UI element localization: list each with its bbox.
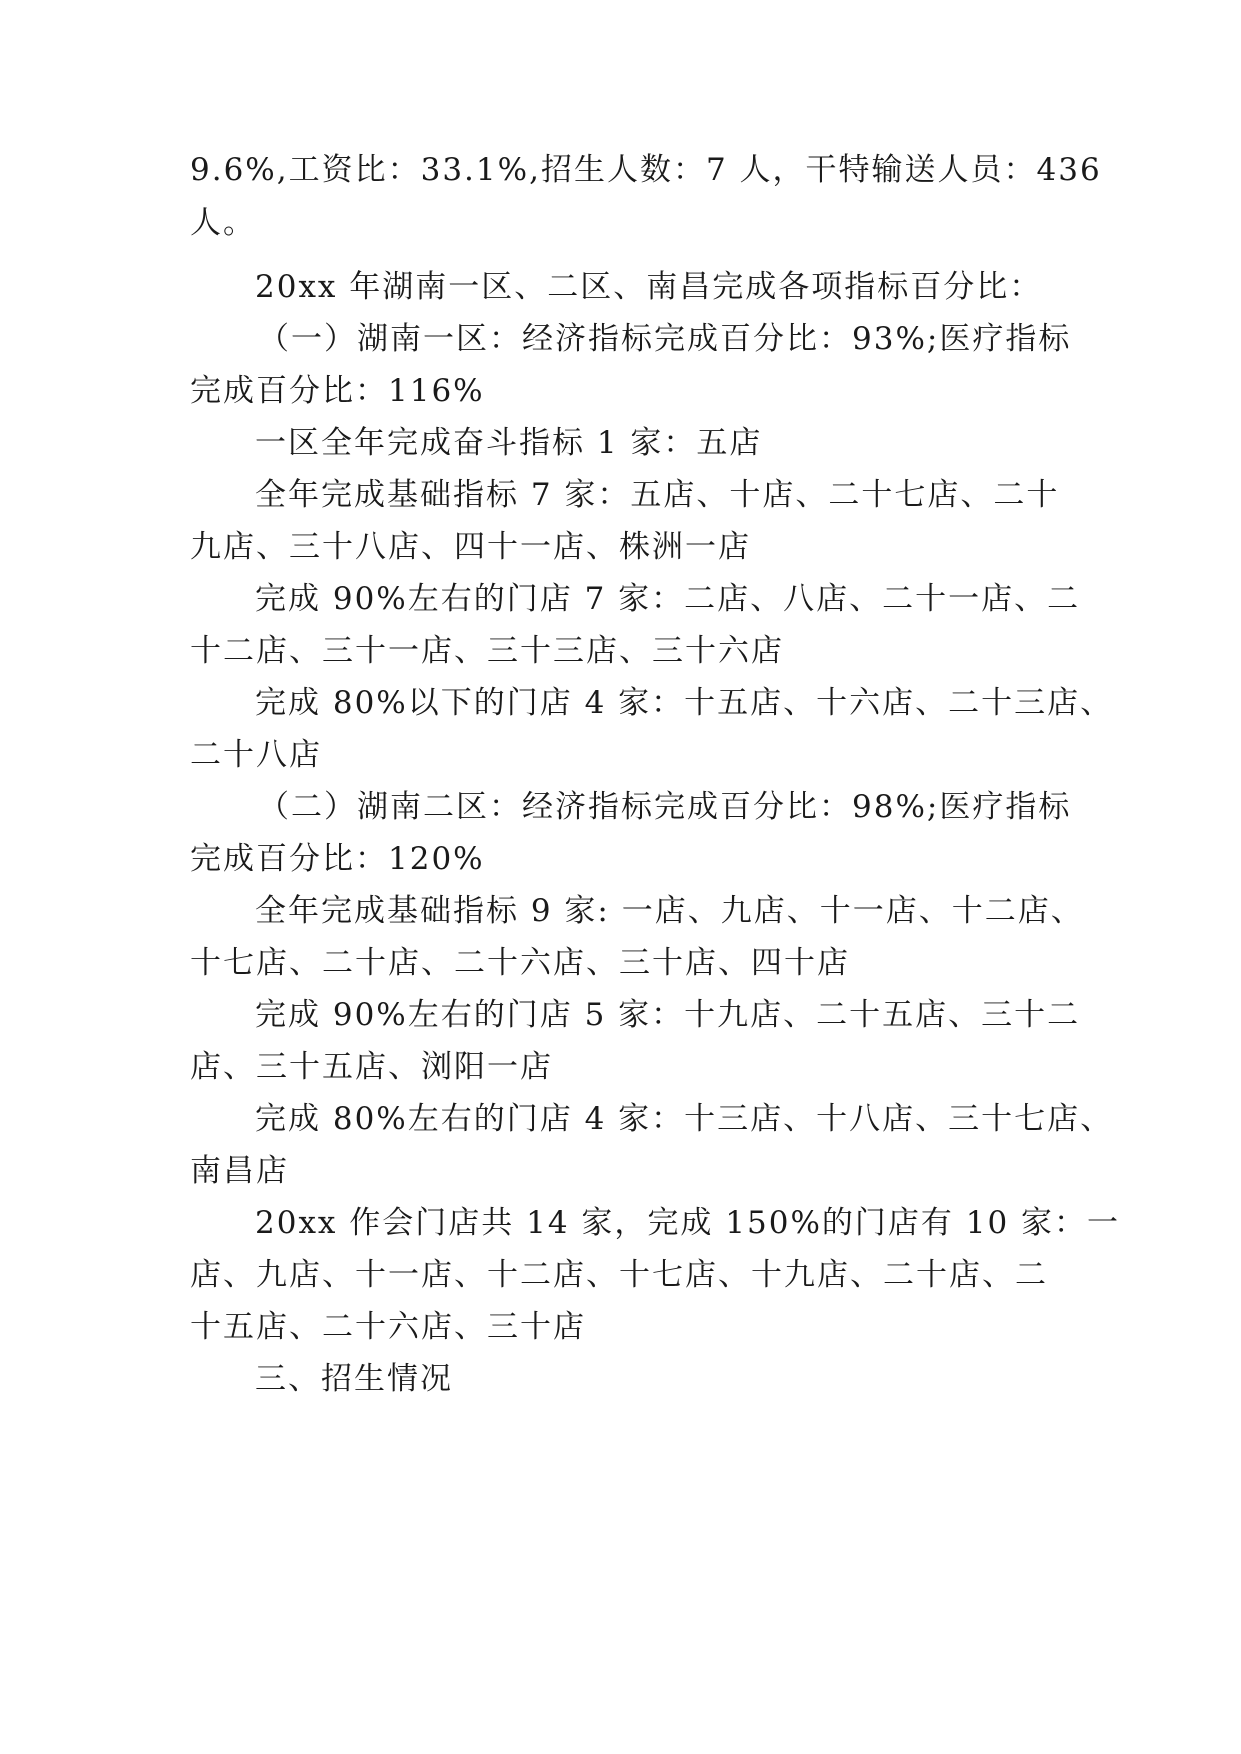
text-line: 完成 90%左右的门店 7 家：二店、八店、二十一店、二 [255, 581, 1081, 617]
text-line: 南昌店 [190, 1153, 289, 1189]
text-line: 十七店、二十店、二十六店、三十店、四十店 [190, 945, 850, 981]
text-line: （二）湖南二区：经济指标完成百分比：98%;医疗指标 [258, 789, 1072, 825]
text-line: 二十八店 [190, 737, 322, 773]
text-line: 店、九店、十一店、十二店、十七店、十九店、二十店、二 [190, 1257, 1048, 1293]
text-line: 全年完成基础指标 9 家: 一店、九店、十一店、十二店、 [255, 893, 1084, 929]
text-line: 20xx 作会门店共 14 家，完成 150%的门店有 10 家：一 [255, 1205, 1121, 1241]
text-line: 完成 80%以下的门店 4 家：十五店、十六店、二十三店、 [255, 685, 1114, 721]
text-line: 十五店、二十六店、三十店 [190, 1309, 586, 1345]
text-line: 一区全年完成奋斗指标 1 家：五店 [255, 425, 763, 461]
text-line: 完成 90%左右的门店 5 家：十九店、二十五店、三十二 [255, 997, 1081, 1033]
text-line: 完成百分比：116% [190, 373, 485, 409]
text-line: （一）湖南一区：经济指标完成百分比：93%;医疗指标 [258, 321, 1072, 357]
section-heading: 三、招生情况 [255, 1361, 453, 1397]
text-line: 完成 80%左右的门店 4 家：十三店、十八店、三十七店、 [255, 1101, 1114, 1137]
text-line: 全年完成基础指标 7 家：五店、十店、二十七店、二十 [255, 477, 1060, 513]
text-line: 20xx 年湖南一区、二区、南昌完成各项指标百分比： [255, 269, 1043, 305]
text-line: 完成百分比：120% [190, 841, 485, 877]
text-line: 人。 [190, 205, 256, 241]
text-line: 十二店、三十一店、三十三店、三十六店 [190, 633, 784, 669]
text-line: 九店、三十八店、四十一店、株洲一店 [190, 529, 751, 565]
text-line: 9.6%,工资比：33.1%,招生人数：7 人，干特输送人员：436 [190, 152, 1102, 188]
text-line: 店、三十五店、浏阳一店 [190, 1049, 553, 1085]
